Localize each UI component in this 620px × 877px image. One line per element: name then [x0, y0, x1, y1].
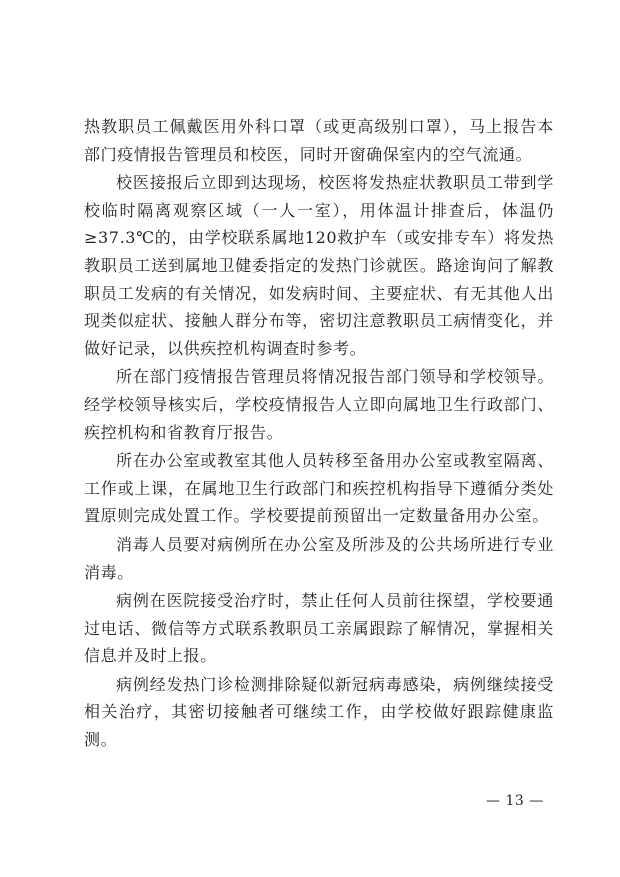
paragraph-5: 消毒人员要对病例所在办公室及所涉及的公共场所进行专业消毒。	[84, 534, 554, 582]
paragraph-3: 所在部门疫情报告管理员将情况报告部门领导和学校领导。经学校领导核实后，学校疫情报告人立即向属地卫生行政部门、疾控机构和省教育厅报告。	[84, 367, 554, 442]
document-body	[84, 113, 554, 755]
paragraph-7: 病例经发热门诊检测排除疑似新冠病毒感染，病例继续接受相关治疗，其密切接触者可继续工作，由学校做好跟踪健康监测。	[84, 674, 554, 750]
paragraph-6: 病例在医院接受治疗时，禁止任何人员前往探望，学校要通过电话、微信等方式联系教职员工亲属跟踪了解情况，掌握相关信息并及时上报。	[84, 591, 554, 666]
paragraph-2: 校医接报后立即到达现场，校医将发热症状教职员工带到学校临时隔离观察区域（一人一室），用体温计排查后，体温仍≥37.3℃的，由学校联系属地120救护车（或安排专车）将发热教职员工送到属地卫健委指定的发热门诊就医。路途询问了解教职员工发病的有关情况，如发病时间、主要症状、有无其他人出现类似症状、接触人群分布等，密切注意教职员工病情变化，并做好记录，以供疾控机构调查时参考。	[84, 173, 554, 358]
paragraph-4: 所在办公室或教室其他人员转移至备用办公室或教室隔离、工作或上课，在属地卫生行政部门和疾控机构指导下遵循分类处置原则完成处置工作。学校要提前预留出一定数量备用办公室。	[84, 451, 554, 526]
page-number: — 13 —	[486, 793, 544, 809]
paragraph-1: 热教职员工佩戴医用外科口罩（或更高级别口罩），马上报告本部门疫情报告管理员和校医，同时开窗确保室内的空气流通。	[84, 117, 554, 164]
